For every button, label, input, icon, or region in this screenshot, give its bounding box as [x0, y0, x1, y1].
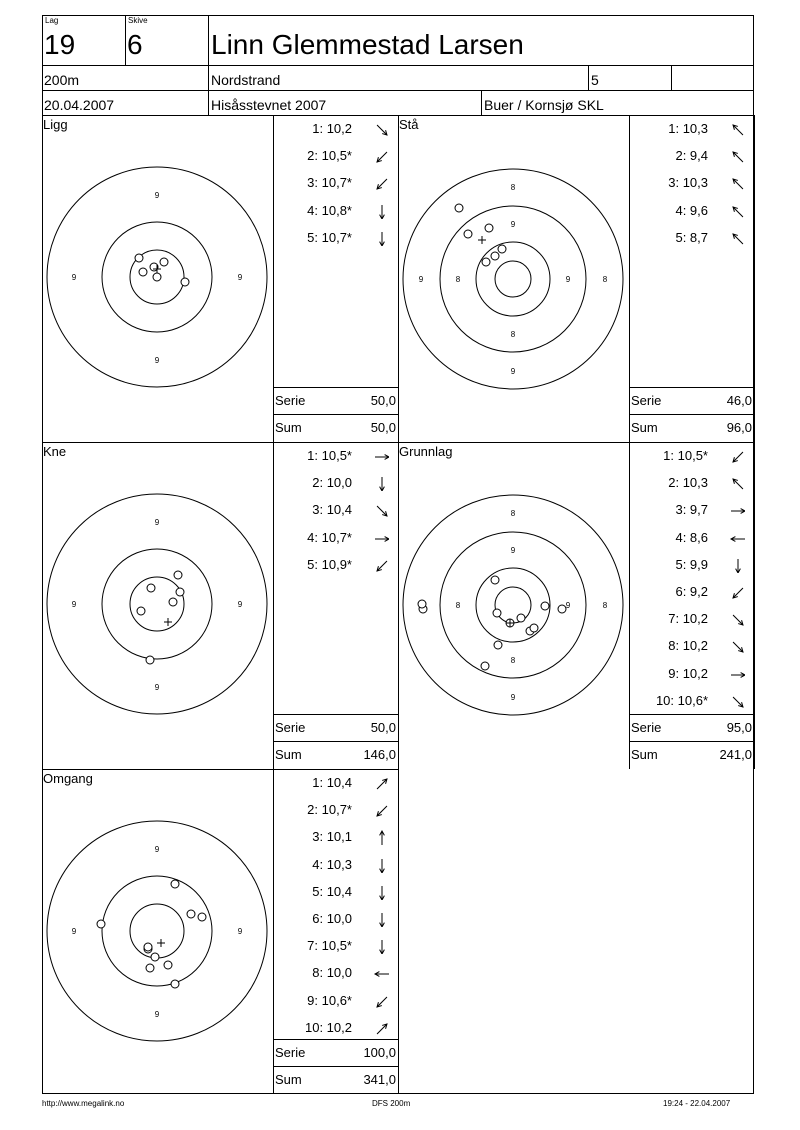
- shot-hole: [135, 254, 143, 262]
- panel-divider: [398, 115, 754, 116]
- shot-hole: [146, 964, 154, 972]
- shot-score: 3: 9,7: [675, 502, 708, 518]
- shot-hole: [558, 605, 566, 613]
- serie-label: Serie: [275, 1045, 306, 1060]
- shot-score: 5: 10,9*: [307, 556, 352, 572]
- serie-label: Serie: [631, 720, 662, 735]
- ring-value-label: 9: [418, 275, 424, 284]
- shot-hole: [481, 662, 489, 670]
- sum-label: Sum: [275, 747, 302, 762]
- shot-score: 7: 10,2: [668, 611, 708, 627]
- shot-hole: [498, 245, 506, 253]
- shot-hole: [171, 980, 179, 988]
- shot-score: 10: 10,2: [305, 1019, 352, 1035]
- shot-hole: [169, 598, 177, 606]
- direction-arrow-icon: [729, 557, 745, 573]
- direction-arrow-icon: [373, 148, 389, 164]
- ring-value-label: 8: [510, 656, 516, 665]
- shot-score: 4: 8,6: [675, 529, 708, 545]
- ring-value-label: 9: [154, 356, 160, 365]
- target-diagram: [37, 157, 277, 397]
- sum-value: 146,0: [363, 747, 396, 762]
- target-ring: [476, 568, 550, 642]
- direction-arrow-icon: [729, 611, 745, 627]
- shot-hole: [176, 588, 184, 596]
- shot-score: 5: 10,7*: [307, 229, 352, 245]
- panel-divider: [629, 414, 754, 415]
- target-ring: [47, 821, 267, 1041]
- direction-arrow-icon: [373, 802, 389, 818]
- distance: 200m: [44, 72, 80, 88]
- ring-value-label: 9: [71, 927, 77, 936]
- direction-arrow-icon: [373, 530, 389, 546]
- shot-hole: [97, 920, 105, 928]
- header-divider: [42, 90, 754, 91]
- direction-arrow-icon: [729, 148, 745, 164]
- shot-score: 9: 10,2: [668, 665, 708, 681]
- direction-arrow-icon: [729, 203, 745, 219]
- event-name: Hisåsstevnet 2007: [211, 97, 327, 113]
- shot-score: 4: 10,8*: [307, 202, 352, 218]
- skive-number: 6: [127, 29, 143, 60]
- header-divider: [208, 15, 209, 115]
- direction-arrow-icon: [729, 666, 745, 682]
- shot-hole: [160, 258, 168, 266]
- shot-score: 2: 9,4: [675, 148, 708, 164]
- direction-arrow-icon: [729, 530, 745, 546]
- ring-value-label: 9: [510, 546, 516, 555]
- shot-hole: [517, 614, 525, 622]
- ring-value-label: 9: [154, 683, 160, 692]
- direction-arrow-icon: [729, 693, 745, 709]
- target-diagram: [37, 811, 277, 1051]
- ring-value-label: 9: [565, 275, 571, 284]
- shot-score: 3: 10,7*: [307, 175, 352, 191]
- header-divider: [481, 90, 482, 115]
- target-diagram: [393, 159, 633, 399]
- center-cross-icon: [157, 939, 165, 947]
- direction-arrow-icon: [373, 775, 389, 791]
- target-ring: [495, 261, 531, 297]
- panel-divider: [273, 1066, 398, 1067]
- shot-score: 3: 10,4: [312, 502, 352, 518]
- serie-value: 46,0: [726, 393, 752, 408]
- shot-hole: [418, 600, 426, 608]
- serie-value: 50,0: [370, 720, 396, 735]
- ring-value-label: 9: [237, 927, 243, 936]
- serie-label: Serie: [275, 393, 306, 408]
- shot-hole: [151, 953, 159, 961]
- sum-label: Sum: [631, 420, 658, 435]
- panel-label: Omgang: [43, 771, 93, 786]
- target-diagram: [393, 485, 633, 725]
- shot-hole: [455, 204, 463, 212]
- footer-center: DFS 200m: [372, 1099, 411, 1108]
- ring-value-label: 9: [154, 518, 160, 527]
- shot-score: 5: 9,9: [675, 556, 708, 572]
- direction-arrow-icon: [373, 121, 389, 137]
- panel-divider: [42, 115, 398, 116]
- ring-value-label: 9: [154, 1010, 160, 1019]
- shot-score: 2: 10,3: [668, 475, 708, 491]
- direction-arrow-icon: [729, 121, 745, 137]
- shot-hole: [139, 268, 147, 276]
- direction-arrow-icon: [373, 175, 389, 191]
- serie-value: 100,0: [363, 1045, 396, 1060]
- shot-score: 6: 10,0: [312, 911, 352, 926]
- target-ring: [403, 169, 623, 389]
- ring-value-label: 8: [510, 183, 516, 192]
- sum-label: Sum: [275, 1072, 302, 1087]
- serie-label: Serie: [631, 393, 662, 408]
- shot-score: 8: 10,0: [312, 965, 352, 981]
- panel-label: Grunnlag: [399, 444, 453, 459]
- shot-score: 3: 10,3: [668, 175, 708, 191]
- shot-score: 5: 10,4: [312, 883, 352, 899]
- center-cross-icon: [164, 618, 172, 626]
- direction-arrow-icon: [373, 938, 389, 954]
- direction-arrow-icon: [373, 475, 389, 491]
- shot-hole: [144, 943, 152, 951]
- direction-arrow-icon: [373, 557, 389, 573]
- shot-hole: [464, 230, 472, 238]
- ring-value-label: 9: [71, 273, 77, 282]
- header-divider: [588, 65, 589, 90]
- shot-hole: [493, 609, 501, 617]
- shot-score: 2: 10,7*: [307, 802, 352, 818]
- shot-score: 1: 10,5*: [663, 448, 708, 463]
- event-date: 20.04.2007: [44, 97, 115, 113]
- panel-label: Ligg: [43, 117, 68, 132]
- shot-hole: [491, 252, 499, 260]
- shot-hole: [530, 624, 538, 632]
- direction-arrow-icon: [729, 175, 745, 191]
- ring-value-label: 9: [510, 220, 516, 229]
- sum-label: Sum: [631, 747, 658, 762]
- footer-timestamp: 19:24 - 22.04.2007: [663, 1099, 731, 1108]
- shot-hole: [174, 571, 182, 579]
- shot-hole: [198, 913, 206, 921]
- shot-score: 10: 10,6*: [655, 692, 708, 708]
- panel-divider: [273, 1039, 398, 1040]
- target-ring: [102, 876, 212, 986]
- serie-value: 95,0: [726, 720, 752, 735]
- panel-label: Stå: [399, 117, 419, 132]
- header-divider: [42, 65, 754, 66]
- panel-divider: [398, 442, 754, 443]
- ring-value-label: 8: [602, 601, 608, 610]
- direction-arrow-icon: [373, 230, 389, 246]
- ring-value-label: 9: [565, 601, 571, 610]
- sum-value: 241,0: [719, 747, 752, 762]
- ring-value-label: 9: [237, 273, 243, 282]
- panel-divider: [398, 769, 399, 1094]
- shot-score: 7: 10,5*: [307, 938, 352, 954]
- target-ring: [403, 495, 623, 715]
- shot-score: 8: 10,2: [668, 638, 708, 654]
- shot-hole: [147, 584, 155, 592]
- ring-value-label: 8: [510, 330, 516, 339]
- target-ring: [495, 587, 531, 623]
- target-diagram: [37, 484, 277, 724]
- club-name: Nordstrand: [211, 72, 281, 88]
- lag-number: 19: [44, 29, 76, 60]
- header-divider: [125, 15, 126, 65]
- direction-arrow-icon: [729, 584, 745, 600]
- shot-hole: [541, 602, 549, 610]
- shot-score: 9: 10,6*: [307, 992, 352, 1008]
- shot-score: 2: 10,0: [312, 475, 352, 491]
- panel-divider: [42, 769, 398, 770]
- shot-hole: [146, 656, 154, 664]
- panel-divider: [754, 115, 755, 442]
- shot-hole: [137, 607, 145, 615]
- sum-value: 50,0: [370, 420, 396, 435]
- shot-score: 6: 9,2: [675, 584, 708, 599]
- skive-label: Skive: [128, 16, 148, 25]
- shot-score: 1: 10,3: [668, 121, 708, 136]
- shot-hole: [485, 224, 493, 232]
- shot-score: 4: 10,3: [312, 856, 352, 872]
- direction-arrow-icon: [729, 502, 745, 518]
- shooter-class: 5: [591, 72, 599, 88]
- range-name: Buer / Kornsjø SKL: [484, 97, 604, 113]
- direction-arrow-icon: [373, 993, 389, 1009]
- direction-arrow-icon: [373, 911, 389, 927]
- panel-divider: [273, 414, 398, 415]
- shot-score: 4: 10,7*: [307, 529, 352, 545]
- sum-value: 96,0: [726, 420, 752, 435]
- ring-value-label: 9: [237, 600, 243, 609]
- ring-value-label: 9: [510, 367, 516, 376]
- serie-label: Serie: [275, 720, 306, 735]
- ring-value-label: 8: [455, 601, 461, 610]
- ring-value-label: 9: [154, 191, 160, 200]
- panel-divider: [42, 442, 398, 443]
- shot-hole: [164, 961, 172, 969]
- direction-arrow-icon: [729, 448, 745, 464]
- shot-hole: [171, 880, 179, 888]
- panel-divider: [629, 741, 754, 742]
- shot-score: 1: 10,2: [312, 121, 352, 136]
- direction-arrow-icon: [373, 203, 389, 219]
- footer-url: http://www.megalink.no: [42, 1099, 125, 1108]
- shot-hole: [494, 641, 502, 649]
- header-divider: [671, 65, 672, 90]
- panel-divider: [273, 387, 398, 388]
- shot-score: 5: 8,7: [675, 229, 708, 245]
- direction-arrow-icon: [373, 884, 389, 900]
- direction-arrow-icon: [373, 1020, 389, 1036]
- ring-value-label: 9: [71, 600, 77, 609]
- ring-value-label: 8: [602, 275, 608, 284]
- panel-label: Kne: [43, 444, 67, 459]
- target-ring: [47, 494, 267, 714]
- shot-score: 1: 10,4: [312, 775, 352, 790]
- shot-score: 2: 10,5*: [307, 148, 352, 164]
- target-ring: [130, 904, 184, 958]
- sum-value: 341,0: [363, 1072, 396, 1087]
- shot-hole: [491, 576, 499, 584]
- target-ring: [476, 242, 550, 316]
- shot-hole: [153, 273, 161, 281]
- panel-divider: [273, 714, 398, 715]
- target-ring: [102, 549, 212, 659]
- direction-arrow-icon: [373, 502, 389, 518]
- lag-label: Lag: [45, 16, 59, 25]
- ring-value-label: 8: [455, 275, 461, 284]
- sum-label: Sum: [275, 420, 302, 435]
- panel-divider: [273, 741, 398, 742]
- shot-score: 3: 10,1: [312, 829, 352, 845]
- shot-score: 4: 9,6: [675, 202, 708, 218]
- ring-value-label: 9: [154, 845, 160, 854]
- center-cross-icon: [478, 236, 486, 244]
- direction-arrow-icon: [373, 448, 389, 464]
- ring-value-label: 9: [510, 693, 516, 702]
- direction-arrow-icon: [373, 857, 389, 873]
- shot-hole: [482, 258, 490, 266]
- direction-arrow-icon: [373, 829, 389, 845]
- direction-arrow-icon: [729, 638, 745, 654]
- panel-divider: [754, 442, 755, 769]
- serie-value: 50,0: [370, 393, 396, 408]
- direction-arrow-icon: [373, 965, 389, 981]
- direction-arrow-icon: [729, 475, 745, 491]
- panel-divider: [629, 387, 754, 388]
- direction-arrow-icon: [729, 230, 745, 246]
- shot-hole: [181, 278, 189, 286]
- shooter-name: Linn Glemmestad Larsen: [211, 29, 524, 60]
- shot-hole: [187, 910, 195, 918]
- ring-value-label: 8: [510, 509, 516, 518]
- panel-divider: [629, 714, 754, 715]
- shot-score: 1: 10,5*: [307, 448, 352, 463]
